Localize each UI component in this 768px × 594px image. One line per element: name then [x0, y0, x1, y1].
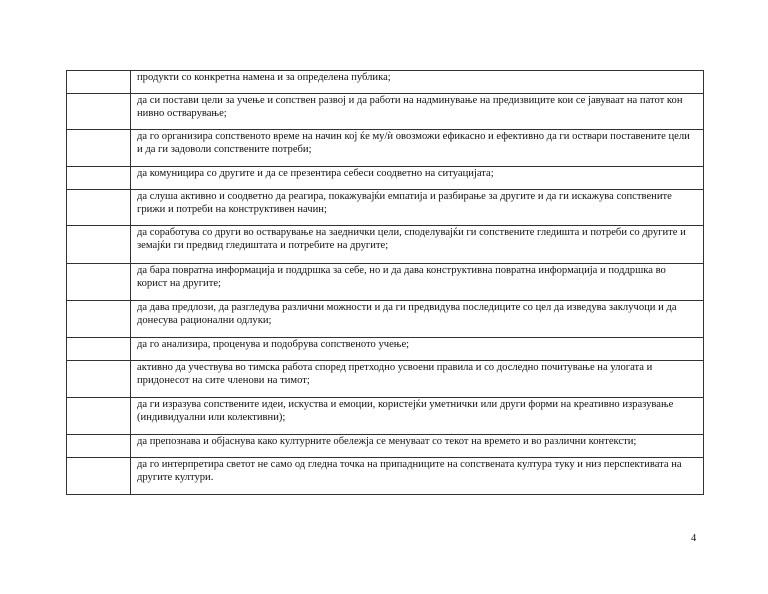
table-row — [67, 94, 704, 130]
row-text-cell: да препознава и објаснува како културните обележја се менуваат со текот на времето и во различни контексти; — [131, 435, 704, 458]
row-index-cell — [67, 226, 131, 264]
row-text-cell: продукти со конкретна намена и за определена публика; — [131, 71, 704, 94]
row-text-cell: да бара повратна информација и поддршка за себе, но и да дава конструктивна повратна информација и поддршка во корист на другите; — [131, 264, 704, 301]
table-row — [67, 338, 704, 361]
table-row — [67, 130, 704, 167]
row-index-cell — [67, 361, 131, 398]
row-index-cell — [67, 130, 131, 167]
table-row — [67, 398, 704, 435]
row-index-cell — [67, 264, 131, 301]
table-row — [67, 435, 704, 458]
row-index-cell — [67, 71, 131, 94]
table-row — [67, 190, 704, 226]
table-row — [67, 301, 704, 338]
row-index-cell — [67, 301, 131, 338]
row-text-cell: да го организира сопственото време на начин кој ќе му/ѝ овозможи ефикасно и ефективно да ги оствари поставените цели и да ги задоволи сопствените потреби; — [131, 130, 704, 167]
table-row — [67, 226, 704, 264]
table-row — [67, 458, 704, 495]
row-index-cell — [67, 458, 131, 495]
row-index-cell — [67, 190, 131, 226]
row-index-cell — [67, 398, 131, 435]
table-row — [67, 361, 704, 398]
table-row — [67, 71, 704, 94]
row-index-cell — [67, 338, 131, 361]
competence-table — [66, 70, 704, 495]
row-text-cell: активно да учествува во тимска работа според претходно усвоени правила и со доследно почитување на улогата и придонесот на сите членови на тимот; — [131, 361, 704, 398]
row-text-cell: да ги изразува сопствените идеи, искуства и емоции, користејќи уметнички или други форми на креативно изразување (индивидуални или колективни); — [131, 398, 704, 435]
row-text-cell: да дава предлози, да разгледува различни можности и да ги предвидува последиците со цел да изведува заклучоци и да донесува рационални одлуки; — [131, 301, 704, 338]
table-row — [67, 264, 704, 301]
page-number: 4 — [691, 533, 697, 544]
row-text-cell: да го анализира, проценува и подобрува сопственото учење; — [131, 338, 704, 361]
row-text-cell: да комуницира со другите и да се презентира себеси соодветно на ситуацијата; — [131, 167, 704, 190]
row-text-cell: да соработува со други во остварување на заеднички цели, споделувајќи ги сопствените гледишта и потреби со другите и земајќи ги предвид гледиштата и потребите на другите; — [131, 226, 704, 264]
row-text-cell: да го интерпретира светот не само од гледна точка на припадниците на сопствената култура туку и низ перспективата на другите култури. — [131, 458, 704, 495]
row-text-cell: да слуша активно и соодветно да реагира, покажувајќи емпатија и разбирање за другите и да ги искажува сопствените грижи и потреби на конструктивен начин; — [131, 190, 704, 226]
row-text-cell: да си постави цели за учење и сопствен развој и да работи на надминување на предизвиците кои се јавуваат на патот кон нивно остварување; — [131, 94, 704, 130]
row-index-cell — [67, 167, 131, 190]
row-index-cell — [67, 94, 131, 130]
row-index-cell — [67, 435, 131, 458]
table-row — [67, 167, 704, 190]
